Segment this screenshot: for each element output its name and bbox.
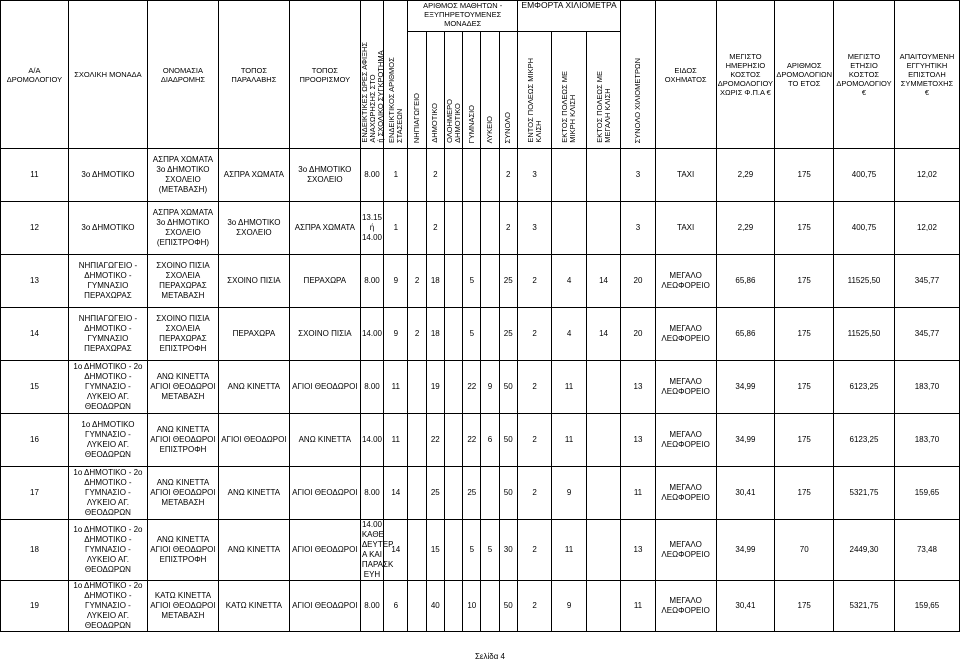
cell-destination: ΠΕΡΑΧΩΡΑ [289, 255, 360, 308]
cell-km-urban: 2 [517, 361, 551, 414]
cell-stops: 6 [384, 581, 408, 632]
cell-gymnasium: 5 [463, 308, 481, 361]
cell-primary: 22 [426, 414, 444, 467]
table-row [1, 581, 960, 632]
cell-km-large-slope: 14 [586, 308, 620, 361]
cell-all-day-primary [444, 308, 462, 361]
cell-time: 14.00 ΚΑΘΕ ΔΕΥΤΕΡ Α ΚΑΙ ΠΑΡΑΣΚ ΕΥΗ [361, 520, 394, 579]
cell-destination: ΑΓΙΟΙ ΘΕΟΔΩΡΟΙ [289, 361, 360, 414]
cell-max-annual-cost: 400,75 [834, 202, 895, 255]
cell-school-unit: 1ο ΔΗΜΟΤΙΚΟ - 2ο ΔΗΜΟΤΙΚΟ - ΓΥΜΝΑΣΙΟ - ΛΥΚΕΙΟ ΑΓ. ΘΕΟΔΩΡΩΝ [68, 520, 147, 581]
header-students-total: ΣΥΝΟΛΟ [499, 32, 517, 149]
cell-school-unit: ΝΗΠΙΑΓΩΓΕΙΟ - ΔΗΜΟΤΙΚΟ - ΓΥΜΝΑΣΙΟ ΠΕΡΑΧΩΡΑΣ [68, 308, 147, 361]
cell-km-total: 11 [621, 467, 655, 520]
header-vehicle-type: ΕΙΔΟΣ ΟΧΗΜΑΤΟΣ [655, 1, 716, 149]
cell-km-total: 20 [621, 255, 655, 308]
cell-gymnasium [463, 202, 481, 255]
cell-km-large-slope [586, 414, 620, 467]
cell-vehicle-type: ΜΕΓΑΛΟ ΛΕΩΦΟΡΕΙΟ [655, 581, 716, 632]
cell-km-large-slope [586, 467, 620, 520]
cell-primary: 15 [426, 520, 444, 581]
cell-km-urban: 3 [517, 202, 551, 255]
table-row [1, 414, 960, 467]
cell-students-total: 2 [499, 149, 517, 202]
cell-primary: 18 [426, 255, 444, 308]
cell-time: 14.00 [360, 414, 383, 467]
cell-all-day-primary [444, 361, 462, 414]
cell-max-daily-cost: 34,99 [716, 520, 775, 581]
cell-guarantee: 345,77 [894, 255, 959, 308]
cell-primary: 18 [426, 308, 444, 361]
cell-students-total: 2 [499, 202, 517, 255]
cell-guarantee: 73,48 [894, 520, 959, 581]
cell-students-total: 50 [499, 467, 517, 520]
cell-route-name: ΑΝΩ ΚΙΝΕΤΤΑ ΑΓΙΟΙ ΘΕΟΔΩΡΟΙ ΕΠΙΣΤΡΟΦΗ [147, 520, 218, 581]
cell-vehicle-type: TAXI [655, 149, 716, 202]
cell-routes-per-year: 175 [775, 467, 834, 520]
cell-max-daily-cost: 2,29 [716, 202, 775, 255]
cell-max-annual-cost: 2449,30 [834, 520, 895, 581]
cell-km-small-slope: 9 [552, 581, 586, 632]
cell-destination: ΑΓΙΟΙ ΘΕΟΔΩΡΟΙ [289, 467, 360, 520]
cell-guarantee: 183,70 [894, 361, 959, 414]
cell-guarantee: 159,65 [894, 581, 959, 632]
cell-km-total: 13 [621, 414, 655, 467]
cell-km-small-slope: 11 [552, 361, 586, 414]
table-row [1, 308, 960, 361]
header-max-daily-cost: ΜΕΓΙΣΤΟ ΗΜΕΡΗΣΙΟ ΚΟΣΤΟΣ ΔΡΟΜΟΛΟΓΙΟΥ ΧΩΡΙΣ Φ.Π.Α € [716, 1, 775, 149]
cell-all-day-primary [444, 467, 462, 520]
cell-stops: 1 [384, 202, 408, 255]
cell-stops: 14 [384, 467, 408, 520]
cell-routes-per-year: 175 [775, 202, 834, 255]
cell-primary: 25 [426, 467, 444, 520]
cell-routes-per-year: 175 [775, 149, 834, 202]
table-row [1, 467, 960, 520]
cell-destination: ΑΝΩ ΚΙΝΕΤΤΑ [289, 414, 360, 467]
cell-route-name: ΑΝΩ ΚΙΝΕΤΤΑ ΑΓΙΟΙ ΘΕΟΔΩΡΟΙ ΜΕΤΑΒΑΣΗ [147, 361, 218, 414]
cell-km-urban: 3 [517, 149, 551, 202]
cell-vehicle-type: ΜΕΓΑΛΟ ΛΕΩΦΟΡΕΙΟ [655, 520, 716, 581]
cell-km-large-slope [586, 149, 620, 202]
cell-guarantee: 345,77 [894, 308, 959, 361]
cell-lyceum: 6 [481, 414, 499, 467]
cell-gymnasium: 25 [463, 467, 481, 520]
cell-km-small-slope: 11 [552, 520, 586, 581]
cell-km-large-slope [586, 520, 620, 581]
cell-km-total: 11 [621, 581, 655, 632]
cell-route-number: 13 [1, 255, 69, 308]
cell-pickup: ΑΝΩ ΚΙΝΕΤΤΑ [218, 361, 289, 414]
cell-all-day-primary [444, 520, 462, 581]
header-route-number: Α/Α ΔΡΟΜΟΛΟΓΙΟΥ [1, 1, 69, 149]
cell-kindergarten [408, 149, 426, 202]
cell-kindergarten [408, 202, 426, 255]
cell-guarantee: 159,65 [894, 467, 959, 520]
cell-vehicle-type: ΜΕΓΑΛΟ ΛΕΩΦΟΡΕΙΟ [655, 255, 716, 308]
cell-km-large-slope: 14 [586, 255, 620, 308]
cell-vehicle-type: ΜΕΓΑΛΟ ΛΕΩΦΟΡΕΙΟ [655, 414, 716, 467]
cell-routes-per-year: 175 [775, 414, 834, 467]
cell-kindergarten [408, 467, 426, 520]
cell-route-number: 11 [1, 149, 69, 202]
header-kindergarten: ΝΗΠΙΑΓΩΓΕΙΟ [408, 32, 426, 149]
cell-route-number: 16 [1, 414, 69, 467]
cell-guarantee: 183,70 [894, 414, 959, 467]
header-times: ΕΝΔΕΙΚΤΙΚΕΣ ΩΡΕΣ ΑΦΙΞΗΣ ΑΝΑΧΩΡΗΣΗΣ ΣΤΟ ή ΣΧΟΛΙΚΟ ΣΥΓΚΡΟΤΗΜΑ [360, 1, 383, 149]
table-body [1, 149, 960, 632]
cell-route-number: 17 [1, 467, 69, 520]
cell-destination: ΑΓΙΟΙ ΘΕΟΔΩΡΟΙ [289, 520, 360, 581]
cell-destination: ΑΓΙΟΙ ΘΕΟΔΩΡΟΙ [289, 581, 360, 632]
cell-max-annual-cost: 11525,50 [834, 308, 895, 361]
cell-vehicle-type: ΜΕΓΑΛΟ ΛΕΩΦΟΡΕΙΟ [655, 361, 716, 414]
cell-guarantee: 12,02 [894, 202, 959, 255]
cell-school-unit: 1ο ΔΗΜΟΤΙΚΟ - 2ο ΔΗΜΟΤΙΚΟ - ΓΥΜΝΑΣΙΟ - ΛΥΚΕΙΟ ΑΓ. ΘΕΟΔΩΡΩΝ [68, 467, 147, 520]
cell-km-small-slope [552, 202, 586, 255]
cell-kindergarten [408, 361, 426, 414]
cell-max-annual-cost: 11525,50 [834, 255, 895, 308]
header-km-total: ΣΥΝΟΛΟ ΧΙΛΙΟΜΕΤΡΩΝ [621, 1, 655, 149]
cell-pickup: ΣΧΟΙΝΟ ΠΙΣΙΑ [218, 255, 289, 308]
cell-lyceum [481, 308, 499, 361]
cell-km-total: 13 [621, 361, 655, 414]
page-footer [0, 652, 960, 661]
header-km-small-slope: ΕΚΤΟΣ ΠΟΛΕΩΣ ΜΕ ΜΙΚΡΗ ΚΛΙΣΗ [552, 32, 586, 149]
cell-school-unit: ΝΗΠΙΑΓΩΓΕΙΟ - ΔΗΜΟΤΙΚΟ - ΓΥΜΝΑΣΙΟ ΠΕΡΑΧΩΡΑΣ [68, 255, 147, 308]
cell-route-name: ΣΧΟΙΝΟ ΠΙΣΙΑ ΣΧΟΛΕΙΑ ΠΕΡΑΧΩΡΑΣ ΕΠΙΣΤΡΟΦΗ [147, 308, 218, 361]
header-lyceum: ΛΥΚΕΙΟ [481, 32, 499, 149]
cell-km-total: 20 [621, 308, 655, 361]
cell-route-number: 14 [1, 308, 69, 361]
table-row [1, 202, 960, 255]
cell-primary: 19 [426, 361, 444, 414]
cell-time: 13.15 ή 14.00 [360, 202, 383, 255]
header-guarantee: ΑΠΑΙΤΟΥΜΕΝΗ ΕΓΓΥΗΤΙΚΗ ΕΠΙΣΤΟΛΗ ΣΥΜΜΕΤΟΧΗΣ € [894, 1, 959, 149]
cell-gymnasium: 10 [463, 581, 481, 632]
header-max-annual-cost: ΜΕΓΙΣΤΟ ΕΤΗΣΙΟ ΚΟΣΤΟΣ ΔΡΟΜΟΛΟΓΙΟΥ € [834, 1, 895, 149]
cell-max-annual-cost: 6123,25 [834, 414, 895, 467]
cell-km-small-slope: 4 [552, 308, 586, 361]
cell-pickup: ΑΝΩ ΚΙΝΕΤΤΑ [218, 520, 289, 581]
cell-vehicle-type: TAXI [655, 202, 716, 255]
header-gymnasium: ΓΥΜΝΑΣΙΟ [463, 32, 481, 149]
cell-destination: ΣΧΟΙΝΟ ΠΙΣΙΑ [289, 308, 360, 361]
cell-km-large-slope [586, 581, 620, 632]
cell-stops: 9 [384, 255, 408, 308]
cell-all-day-primary [444, 581, 462, 632]
cell-destination: ΑΣΠΡΑ ΧΩΜΑΤΑ [289, 202, 360, 255]
header-destination: ΤΟΠΟΣ ΠΡΟΟΡΙΣΜΟΥ [289, 1, 360, 149]
cell-primary: 2 [426, 149, 444, 202]
cell-school-unit: 3ο ΔΗΜΟΤΙΚΟ [68, 149, 147, 202]
cell-pickup: ΑΝΩ ΚΙΝΕΤΤΑ [218, 467, 289, 520]
cell-stops: 1 [384, 149, 408, 202]
cell-max-daily-cost: 65,86 [716, 308, 775, 361]
cell-max-annual-cost: 5321,75 [834, 467, 895, 520]
cell-students-total: 50 [499, 361, 517, 414]
cell-km-urban: 2 [517, 520, 551, 581]
cell-max-daily-cost: 2,29 [716, 149, 775, 202]
cell-route-name: ΑΣΠΡΑ ΧΩΜΑΤΑ 3ο ΔΗΜΟΤΙΚΟ ΣΧΟΛΕΙΟ (ΕΠΙΣΤΡΟΦΗ) [147, 202, 218, 255]
header-km-urban: ΕΝΤΟΣ ΠΟΛΕΩΣ ΜΙΚΡΗ ΚΛΙΣΗ [517, 32, 551, 149]
cell-primary: 2 [426, 202, 444, 255]
cell-destination: 3ο ΔΗΜΟΤΙΚΟ ΣΧΟΛΕΙΟ [289, 149, 360, 202]
cell-km-urban: 2 [517, 467, 551, 520]
cell-stops: 11 [384, 414, 408, 467]
cell-lyceum [481, 149, 499, 202]
cell-kindergarten [408, 414, 426, 467]
cell-stops: 14 [384, 520, 408, 581]
cell-gymnasium: 5 [463, 255, 481, 308]
cell-gymnasium: 22 [463, 414, 481, 467]
cell-route-number: 12 [1, 202, 69, 255]
cell-km-small-slope [552, 149, 586, 202]
cell-route-name: ΑΝΩ ΚΙΝΕΤΤΑ ΑΓΙΟΙ ΘΕΟΔΩΡΟΙ ΜΕΤΑΒΑΣΗ [147, 467, 218, 520]
cell-lyceum [481, 255, 499, 308]
cell-km-large-slope [586, 361, 620, 414]
cell-kindergarten [408, 581, 426, 632]
cell-school-unit: 1ο ΔΗΜΟΤΙΚΟ ΓΥΜΝΑΣΙΟ - ΛΥΚΕΙΟ ΑΓ. ΘΕΟΔΩΡΩΝ [68, 414, 147, 467]
cell-students-total: 50 [499, 414, 517, 467]
cell-school-unit: 3ο ΔΗΜΟΤΙΚΟ [68, 202, 147, 255]
page-number: Σελίδα 4 [474, 652, 506, 661]
cell-vehicle-type: ΜΕΓΑΛΟ ΛΕΩΦΟΡΕΙΟ [655, 308, 716, 361]
table-row [1, 255, 960, 308]
cell-time: 8.00 [360, 149, 383, 202]
cell-gymnasium: 5 [463, 520, 481, 581]
table-header [1, 1, 960, 149]
cell-max-annual-cost: 5321,75 [834, 581, 895, 632]
cell-route-number: 19 [1, 581, 69, 632]
cell-route-name: ΚΑΤΩ ΚΙΝΕΤΤΑ ΑΓΙΟΙ ΘΕΟΔΩΡΟΙ ΜΕΤΑΒΑΣΗ [147, 581, 218, 632]
cell-route-number: 15 [1, 361, 69, 414]
table-row [1, 149, 960, 202]
cell-km-small-slope: 9 [552, 467, 586, 520]
cell-km-small-slope: 11 [552, 414, 586, 467]
cell-pickup: ΑΓΙΟΙ ΘΕΟΔΩΡΟΙ [218, 414, 289, 467]
cell-km-urban: 2 [517, 414, 551, 467]
cell-lyceum: 5 [481, 520, 499, 581]
cell-km-urban: 2 [517, 308, 551, 361]
cell-routes-per-year: 175 [775, 308, 834, 361]
cell-route-name: ΑΣΠΡΑ ΧΩΜΑΤΑ 3ο ΔΗΜΟΤΙΚΟ ΣΧΟΛΕΙΟ (ΜΕΤΑΒΑΣΗ) [147, 149, 218, 202]
cell-pickup: 3ο ΔΗΜΟΤΙΚΟ ΣΧΟΛΕΙΟ [218, 202, 289, 255]
cell-students-total: 30 [499, 520, 517, 581]
cell-vehicle-type: ΜΕΓΑΛΟ ΛΕΩΦΟΡΕΙΟ [655, 467, 716, 520]
cell-km-large-slope [586, 202, 620, 255]
cell-km-total: 3 [621, 149, 655, 202]
cell-km-urban: 2 [517, 581, 551, 632]
cell-students-total: 25 [499, 308, 517, 361]
cell-route-name: ΣΧΟΙΝΟ ΠΙΣΙΑ ΣΧΟΛΕΙΑ ΠΕΡΑΧΩΡΑΣ ΜΕΤΑΒΑΣΗ [147, 255, 218, 308]
cell-route-name: ΑΝΩ ΚΙΝΕΤΤΑ ΑΓΙΟΙ ΘΕΟΔΩΡΟΙ ΕΠΙΣΤΡΟΦΗ [147, 414, 218, 467]
cell-school-unit: 1ο ΔΗΜΟΤΙΚΟ - 2ο ΔΗΜΟΤΙΚΟ - ΓΥΜΝΑΣΙΟ - ΛΥΚΕΙΟ ΑΓ. ΘΕΟΔΩΡΩΝ [68, 361, 147, 414]
cell-all-day-primary [444, 255, 462, 308]
cell-all-day-primary [444, 202, 462, 255]
cell-all-day-primary [444, 414, 462, 467]
cell-pickup: ΚΑΤΩ ΚΙΝΕΤΤΑ [218, 581, 289, 632]
cell-guarantee: 12,02 [894, 149, 959, 202]
header-routes-per-year: ΑΡΙΘΜΟΣ ΔΡΟΜΟΛΟΓΙΩΝ ΤΟ ΕΤΟΣ [775, 1, 834, 149]
cell-max-daily-cost: 34,99 [716, 361, 775, 414]
cell-max-daily-cost: 65,86 [716, 255, 775, 308]
header-all-day-primary: ΟΛΟΗΜΕΡΟ ΔΗΜΟΤΙΚΟ [444, 32, 462, 149]
cell-routes-per-year: 175 [775, 361, 834, 414]
cell-routes-per-year: 175 [775, 581, 834, 632]
cell-km-total: 13 [621, 520, 655, 581]
cell-stops: 9 [384, 308, 408, 361]
cell-lyceum [481, 467, 499, 520]
header-pickup: ΤΟΠΟΣ ΠΑΡΑΛΑΒΗΣ [218, 1, 289, 149]
cell-time: 8.00 [360, 581, 383, 632]
cell-pickup: ΠΕΡΑΧΩΡΑ [218, 308, 289, 361]
table-row [1, 520, 960, 581]
cell-km-urban: 2 [517, 255, 551, 308]
cell-primary: 40 [426, 581, 444, 632]
cell-students-total: 50 [499, 581, 517, 632]
cell-time: 8.00 [360, 255, 383, 308]
header-primary: ΔΗΜΟΤΙΚΟ [426, 32, 444, 149]
cell-kindergarten [408, 520, 426, 581]
cell-max-daily-cost: 30,41 [716, 581, 775, 632]
cell-time: 8.00 [360, 467, 383, 520]
header-school-unit: ΣΧΟΛΙΚΗ ΜΟΝΑΔΑ [68, 1, 147, 149]
cell-all-day-primary [444, 149, 462, 202]
cell-kindergarten: 2 [408, 308, 426, 361]
cell-gymnasium [463, 149, 481, 202]
cell-school-unit: 1ο ΔΗΜΟΤΙΚΟ - 2ο ΔΗΜΟΤΙΚΟ - ΓΥΜΝΑΣΙΟ - ΛΥΚΕΙΟ ΑΓ. ΘΕΟΔΩΡΩΝ [68, 581, 147, 632]
cell-gymnasium: 22 [463, 361, 481, 414]
cell-lyceum [481, 581, 499, 632]
cell-km-small-slope: 4 [552, 255, 586, 308]
cell-routes-per-year: 70 [775, 520, 834, 581]
cell-route-number: 18 [1, 520, 69, 581]
cell-km-total: 3 [621, 202, 655, 255]
cell-max-daily-cost: 30,41 [716, 467, 775, 520]
cell-lyceum [481, 202, 499, 255]
cell-stops: 11 [384, 361, 408, 414]
header-km-group: ΕΜΦΟΡΤΑ ΧΙΛΙΟΜΕΤΡΑ [517, 1, 620, 32]
cell-max-annual-cost: 400,75 [834, 149, 895, 202]
header-route-name: ΟΝΟΜΑΣΙΑ ΔΙΑΔΡΟΜΗΣ [147, 1, 218, 149]
cell-time: 8.00 [360, 361, 383, 414]
cell-pickup: ΑΣΠΡΑ ΧΩΜΑΤΑ [218, 149, 289, 202]
header-stops: ΕΝΔΕΙΚΤΙΚΟΣ ΑΡΙΘΜΟΣ ΣΤΑΣΕΩΝ [384, 1, 408, 149]
cell-time: 14.00 [360, 308, 383, 361]
cell-max-daily-cost: 34,99 [716, 414, 775, 467]
header-km-large-slope: ΕΚΤΟΣ ΠΟΛΕΩΣ ΜΕ ΜΕΓΑΛΗ ΚΛΙΣΗ [586, 32, 620, 149]
header-students-group: ΑΡΙΘΜΟΣ ΜΑΘΗΤΩΝ - ΕΞΥΠΗΡΕΤΟΥΜΕΝΕΣ ΜΟΝΑΔΕΣ [408, 1, 517, 32]
cell-lyceum: 9 [481, 361, 499, 414]
cell-routes-per-year: 175 [775, 255, 834, 308]
cell-students-total: 25 [499, 255, 517, 308]
cell-kindergarten: 2 [408, 255, 426, 308]
table-row [1, 361, 960, 414]
cell-max-annual-cost: 6123,25 [834, 361, 895, 414]
